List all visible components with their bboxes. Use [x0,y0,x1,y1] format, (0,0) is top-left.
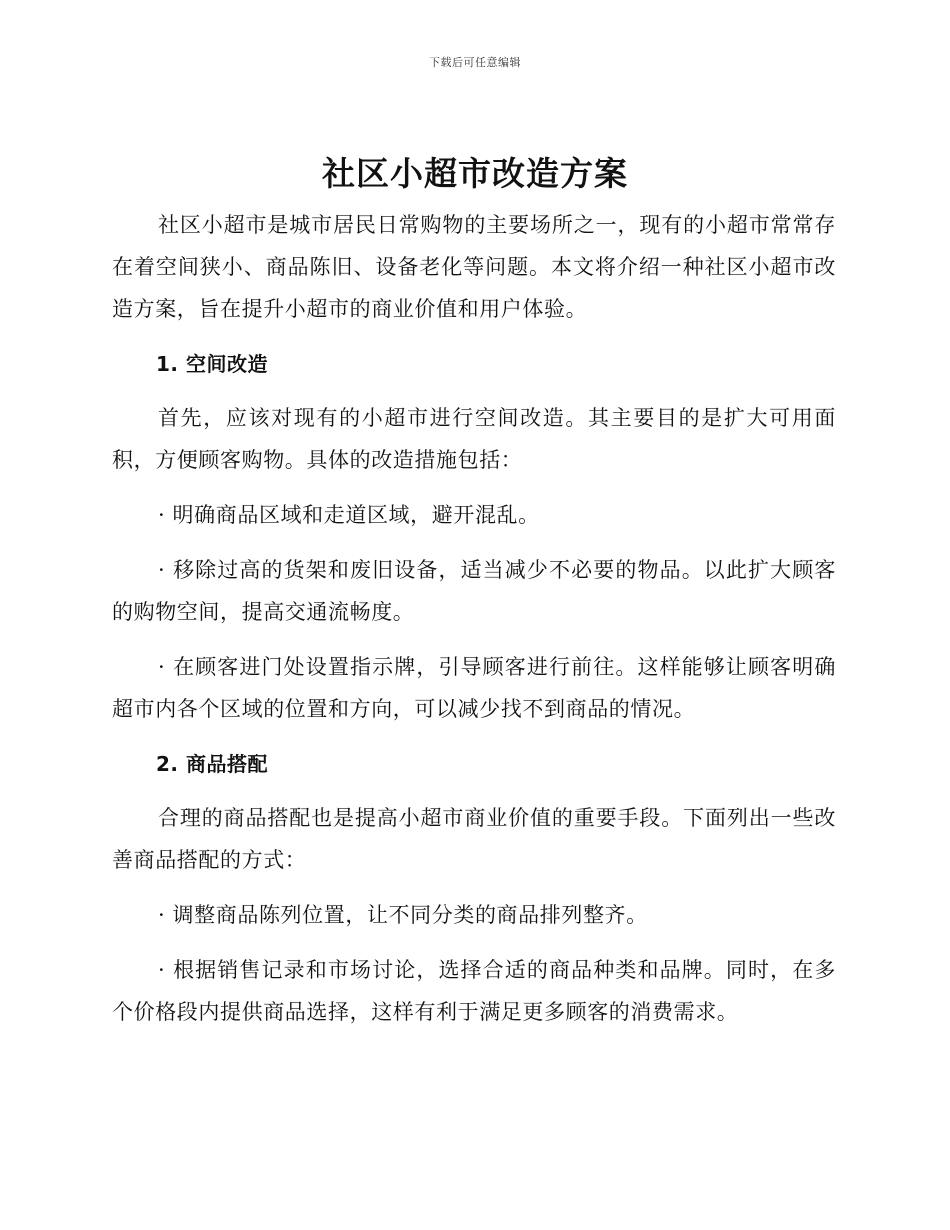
bullet-item: · 移除过高的货架和废旧设备，适当减少不必要的物品。以此扩大顾客的购物空间，提高交通流畅度。 [112,558,836,624]
bullet-item: · 在顾客进门处设置指示牌，引导顾客进行前往。这样能够让顾客明确超市内各个区域的位置和方向，可以减少找不到商品的情况。 [112,655,836,721]
document-title: 社区小超市改造方案 [322,154,628,193]
section-intro-products: 合理的商品搭配也是提高小超市商业价值的重要手段。下面列出一些改善商品搭配的方式： [112,806,836,872]
document-body [112,204,836,1046]
section-heading-products: 2. 商品搭配 [156,752,268,776]
bullet-item: · 明确商品区域和走道区域，避开混乱。 [158,503,540,527]
section-heading-space: 1. 空间改造 [156,352,268,376]
bullet-item: · 根据销售记录和市场讨论，选择合适的商品种类和品牌。同时，在多个价格段内提供商品选择，这样有利于满足更多顾客的消费需求。 [112,958,836,1024]
intro-paragraph: 社区小超市是城市居民日常购物的主要场所之一，现有的小超市常常存在着空间狭小、商品陈旧、设备老化等问题。本文将介绍一种社区小超市改造方案，旨在提升小超市的商业价值和用户体验。 [112,213,836,321]
section-intro-space: 首先，应该对现有的小超市进行空间改造。其主要目的是扩大可用面积，方便顾客购物。具体的改造措施包括： [112,406,836,472]
header-note: 下载后可任意编辑 [429,56,521,69]
bullet-item: · 调整商品陈列位置，让不同分类的商品排列整齐。 [158,903,648,927]
